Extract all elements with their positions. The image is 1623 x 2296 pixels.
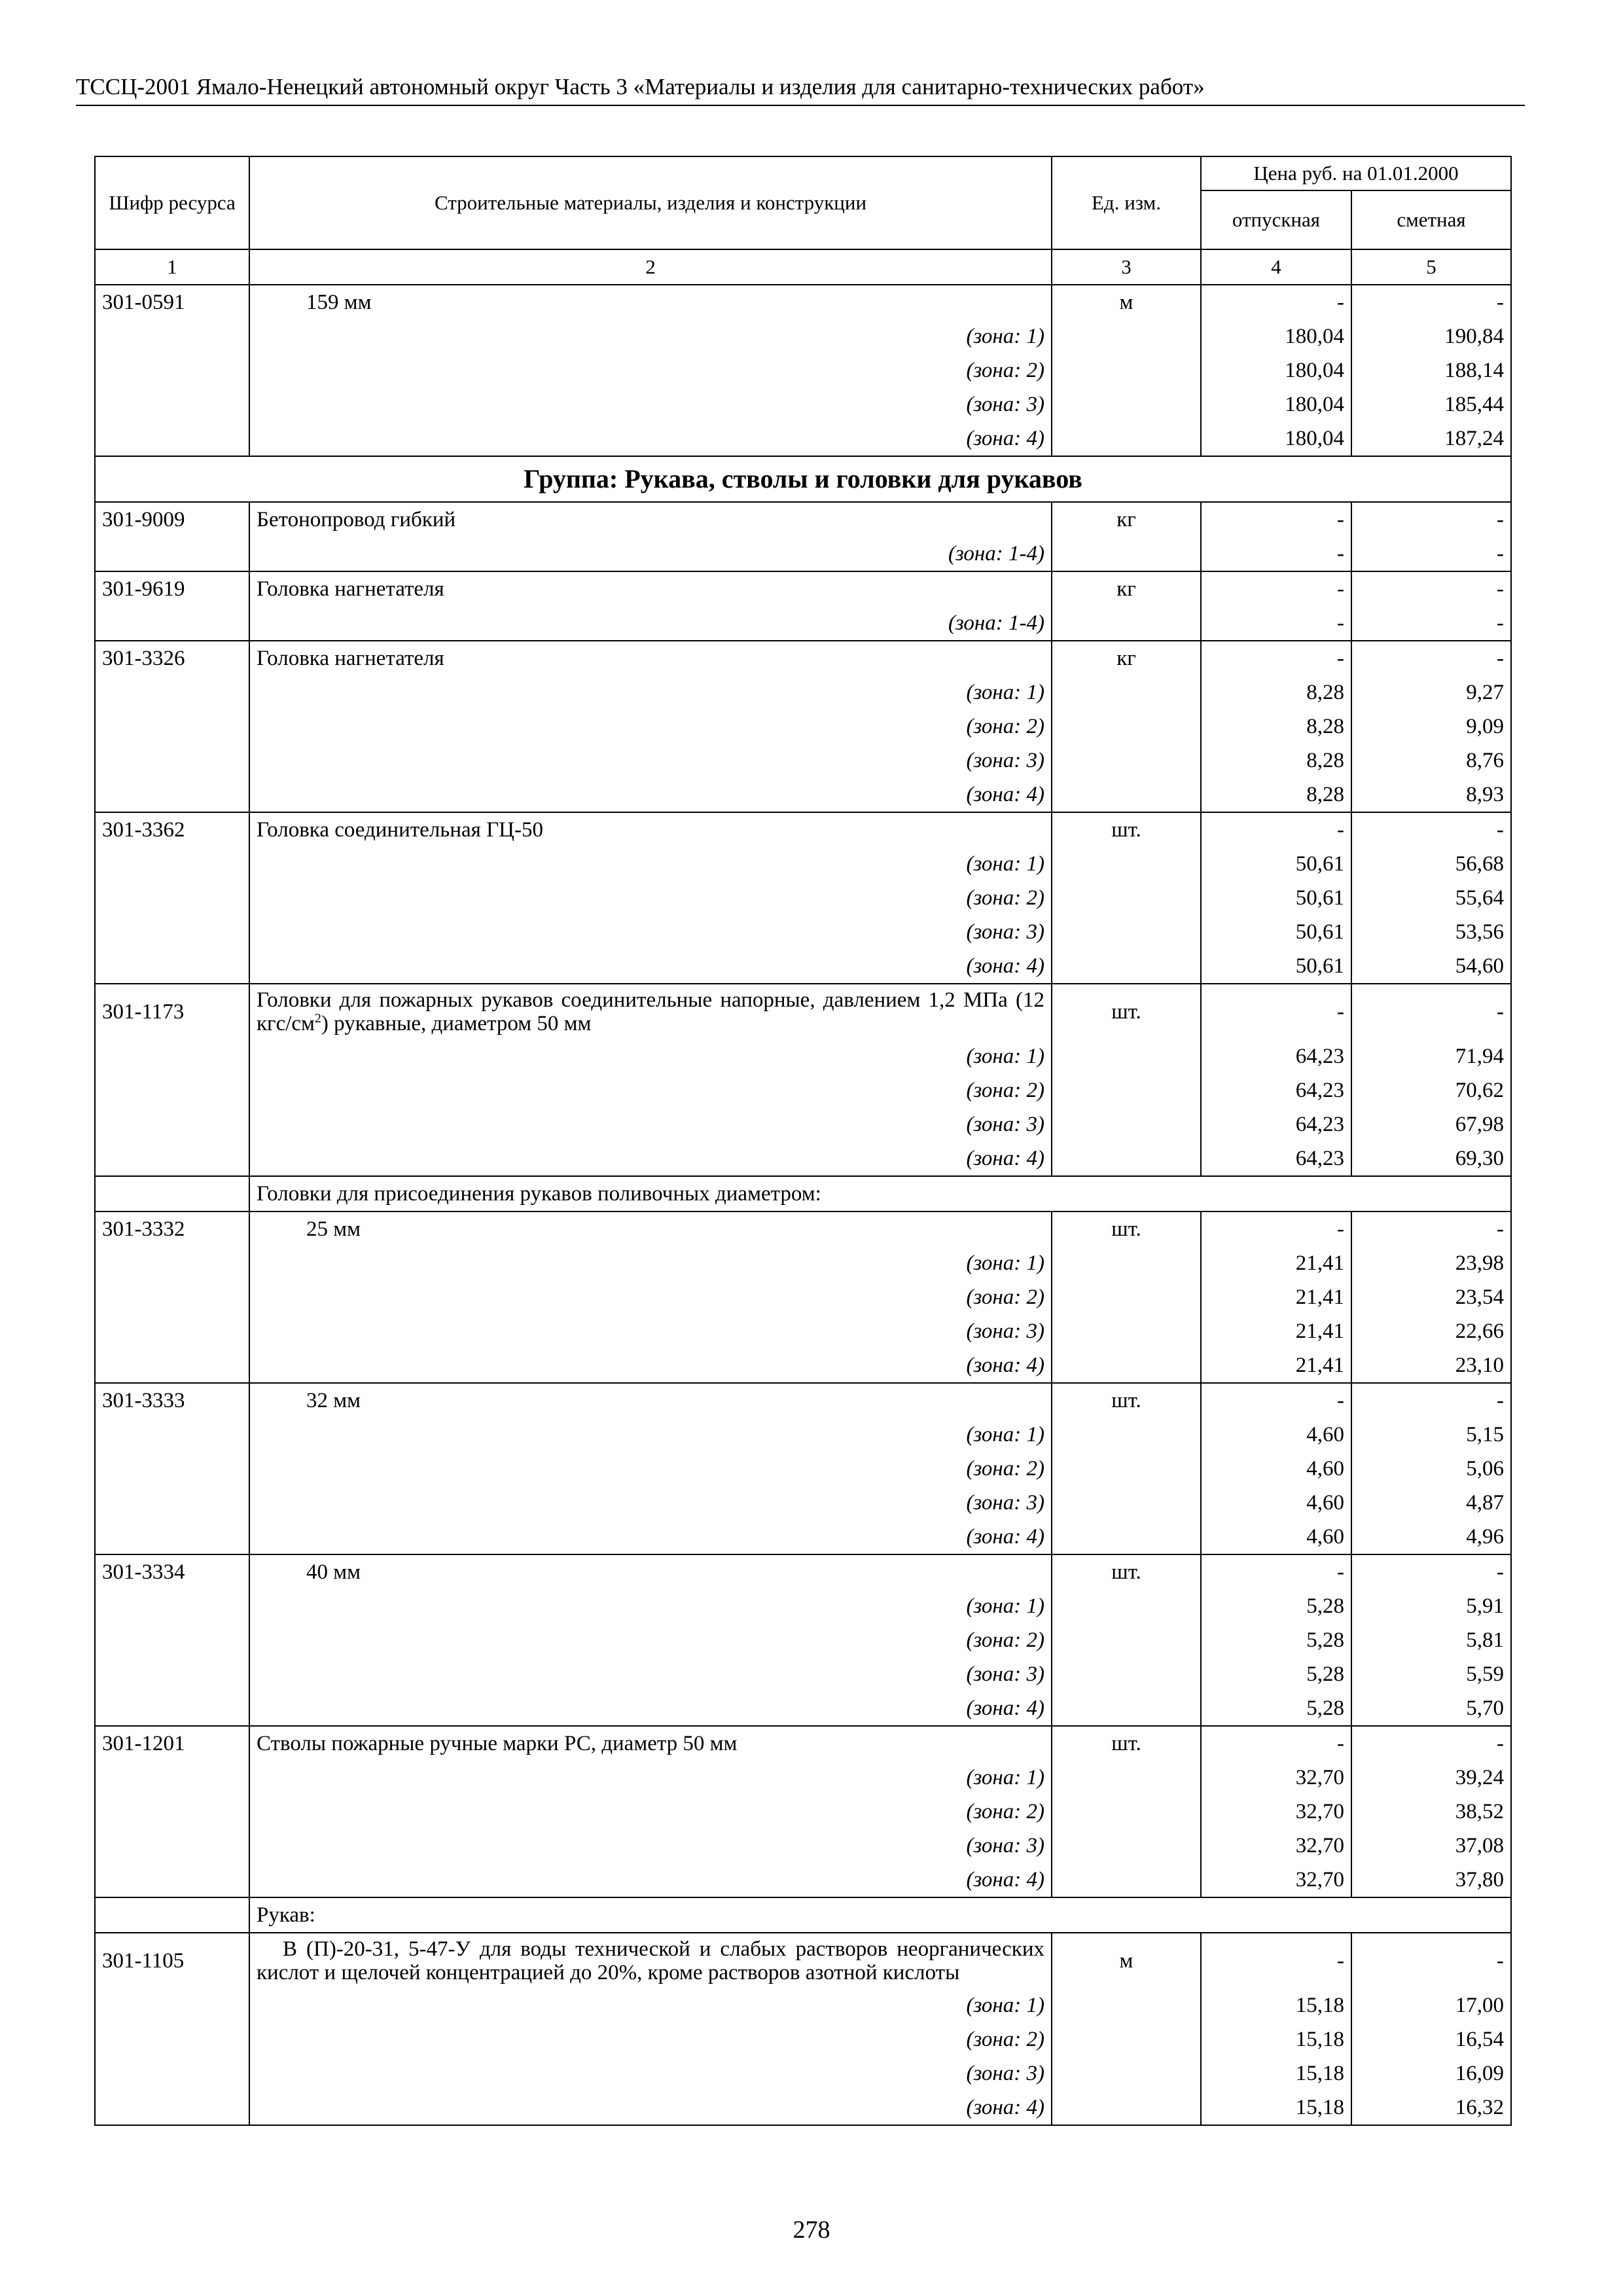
resource-name: 25 мм <box>249 1211 1052 1246</box>
zone-label: (зона: 4) <box>249 1691 1052 1726</box>
zone-label: (зона: 2) <box>249 1452 1052 1486</box>
release-price: 15,18 <box>1201 2056 1351 2090</box>
zone-label: (зона: 1-4) <box>249 606 1052 641</box>
zone-label: (зона: 1) <box>249 1246 1052 1280</box>
release-price: - <box>1201 285 1351 319</box>
zone-row <box>95 1418 1511 1452</box>
release-price: 50,61 <box>1201 881 1351 915</box>
estimate-price: 54,60 <box>1351 949 1511 984</box>
release-price: 5,28 <box>1201 1657 1351 1691</box>
resource-code: 301-9619 <box>95 571 249 606</box>
zone-label: (зона: 1-4) <box>249 537 1052 571</box>
item-301-3326 <box>95 641 1511 812</box>
zone-label: (зона: 1) <box>249 675 1052 709</box>
zone-label: (зона: 3) <box>249 1486 1052 1520</box>
zone-row <box>95 1246 1511 1280</box>
zone-row <box>95 1795 1511 1829</box>
release-price: 50,61 <box>1201 847 1351 881</box>
zone-label: (зона: 1) <box>249 1589 1052 1623</box>
col-number: 3 <box>1052 249 1201 285</box>
col-number: 4 <box>1201 249 1351 285</box>
item-301-9619 <box>95 571 1511 641</box>
release-price: 50,61 <box>1201 915 1351 949</box>
table-row <box>95 1554 1511 1589</box>
estimate-price: - <box>1351 641 1511 675</box>
release-price: 180,04 <box>1201 387 1351 422</box>
unit: кг <box>1052 571 1201 606</box>
zone-row <box>95 1452 1511 1486</box>
zone-label: (зона: 2) <box>249 1795 1052 1829</box>
zone-row <box>95 1141 1511 1176</box>
resource-name: Головка соединительная ГЦ-50 <box>249 812 1052 847</box>
resource-name: Бетонопровод гибкий <box>249 502 1052 537</box>
release-price: 15,18 <box>1201 2022 1351 2056</box>
estimate-price: 16,09 <box>1351 2056 1511 2090</box>
item-301-1105 <box>95 1933 1511 2125</box>
zone-row <box>95 1623 1511 1657</box>
zone-row <box>95 537 1511 571</box>
group-section <box>95 456 1511 502</box>
item-301-0591 <box>95 285 1511 456</box>
subheader-label: Рукав: <box>249 1897 1511 1933</box>
release-price: 32,70 <box>1201 1829 1351 1863</box>
resource-name: Головка нагнетателя <box>249 641 1052 675</box>
zone-row <box>95 847 1511 881</box>
estimate-price: - <box>1351 1726 1511 1761</box>
resource-name: 40 мм <box>249 1554 1052 1589</box>
table-row <box>95 1726 1511 1761</box>
zone-row <box>95 778 1511 812</box>
zone-row <box>95 744 1511 778</box>
zone-label: (зона: 1) <box>249 1761 1052 1795</box>
release-price: 5,28 <box>1201 1691 1351 1726</box>
release-price: 5,28 <box>1201 1623 1351 1657</box>
estimate-price: 53,56 <box>1351 915 1511 949</box>
zone-label: (зона: 3) <box>249 2056 1052 2090</box>
item-301-3332 <box>95 1211 1511 1383</box>
release-price: - <box>1201 1211 1351 1246</box>
estimate-price: 4,87 <box>1351 1486 1511 1520</box>
zone-label: (зона: 4) <box>249 1141 1052 1176</box>
col-number: 1 <box>95 249 249 285</box>
zone-row <box>95 422 1511 456</box>
item-301-9009 <box>95 502 1511 571</box>
release-price: - <box>1201 1933 1351 1988</box>
document-header: ТССЦ-2001 Ямало-Ненецкий автономный округ Часть 3 «Материалы и изделия для санитарно-технических работ» <box>76 73 1525 106</box>
price-table <box>94 156 1512 2126</box>
zone-label: (зона: 2) <box>249 881 1052 915</box>
release-price: - <box>1201 1383 1351 1418</box>
estimate-price: - <box>1351 571 1511 606</box>
zone-row <box>95 387 1511 422</box>
col-price-header: Цена руб. на 01.01.2000 <box>1201 156 1511 190</box>
release-price: 4,60 <box>1201 1452 1351 1486</box>
unit: шт. <box>1052 1554 1201 1589</box>
resource-code: 301-3333 <box>95 1383 249 1418</box>
release-price: 8,28 <box>1201 778 1351 812</box>
release-price: 8,28 <box>1201 709 1351 744</box>
zone-row <box>95 606 1511 641</box>
estimate-price: - <box>1351 812 1511 847</box>
col-name-header: Строительные материалы, изделия и конструкции <box>249 156 1052 249</box>
release-price: 4,60 <box>1201 1486 1351 1520</box>
zone-label: (зона: 4) <box>249 1520 1052 1554</box>
estimate-price: 5,91 <box>1351 1589 1511 1623</box>
release-price: 64,23 <box>1201 1073 1351 1107</box>
estimate-price: 70,62 <box>1351 1073 1511 1107</box>
zone-row <box>95 915 1511 949</box>
group-title: Группа: Рукава, стволы и головки для рукавов <box>95 456 1511 502</box>
release-price: - <box>1201 1726 1351 1761</box>
unit: шт. <box>1052 1211 1201 1246</box>
zone-row <box>95 2090 1511 2125</box>
table-row <box>95 1933 1511 1988</box>
estimate-price: 5,59 <box>1351 1657 1511 1691</box>
subheader-row <box>95 1176 1511 1211</box>
release-price: 21,41 <box>1201 1348 1351 1383</box>
table-row <box>95 285 1511 319</box>
page-number: 278 <box>793 2216 830 2244</box>
zone-row <box>95 2056 1511 2090</box>
resource-code: 301-1105 <box>95 1933 249 1988</box>
resource-code: 301-1173 <box>95 984 249 1039</box>
release-price: 21,41 <box>1201 1314 1351 1348</box>
zone-label: (зона: 1) <box>249 1988 1052 2022</box>
estimate-price: 22,66 <box>1351 1314 1511 1348</box>
release-price: - <box>1201 1554 1351 1589</box>
estimate-price: - <box>1351 1933 1511 1988</box>
estimate-price: 38,52 <box>1351 1795 1511 1829</box>
zone-label: (зона: 3) <box>249 1107 1052 1141</box>
release-price: - <box>1201 641 1351 675</box>
col-number: 2 <box>249 249 1052 285</box>
estimate-price: 39,24 <box>1351 1761 1511 1795</box>
resource-name: Стволы пожарные ручные марки РС, диаметр 50 мм <box>249 1726 1052 1761</box>
zone-label: (зона: 4) <box>249 1348 1052 1383</box>
estimate-price: - <box>1351 1383 1511 1418</box>
release-price: 5,28 <box>1201 1589 1351 1623</box>
estimate-price: 37,08 <box>1351 1829 1511 1863</box>
table-row <box>95 812 1511 847</box>
estimate-price: 9,09 <box>1351 709 1511 744</box>
estimate-price: - <box>1351 537 1511 571</box>
estimate-price: 16,32 <box>1351 2090 1511 2125</box>
zone-label: (зона: 4) <box>249 778 1052 812</box>
item-301-3334 <box>95 1554 1511 1726</box>
table-row <box>95 1211 1511 1246</box>
estimate-price: 188,14 <box>1351 353 1511 387</box>
resource-name: 159 мм <box>249 285 1052 319</box>
estimate-price: - <box>1351 285 1511 319</box>
release-price: 180,04 <box>1201 422 1351 456</box>
estimate-price: 5,15 <box>1351 1418 1511 1452</box>
zone-label: (зона: 1) <box>249 847 1052 881</box>
zone-row <box>95 1039 1511 1073</box>
zone-label: (зона: 3) <box>249 1829 1052 1863</box>
zone-label: (зона: 1) <box>249 319 1052 353</box>
release-price: 32,70 <box>1201 1863 1351 1897</box>
resource-code: 301-0591 <box>95 285 249 319</box>
unit: м <box>1052 285 1201 319</box>
estimate-price: 56,68 <box>1351 847 1511 881</box>
release-price: 4,60 <box>1201 1418 1351 1452</box>
resource-code: 301-3362 <box>95 812 249 847</box>
zone-label: (зона: 2) <box>249 353 1052 387</box>
release-price: 8,28 <box>1201 744 1351 778</box>
zone-row <box>95 1657 1511 1691</box>
release-price: - <box>1201 537 1351 571</box>
zone-label: (зона: 2) <box>249 1280 1052 1314</box>
zone-label: (зона: 1) <box>249 1039 1052 1073</box>
zone-row <box>95 881 1511 915</box>
item-301-1173 <box>95 984 1511 1176</box>
estimate-price: - <box>1351 606 1511 641</box>
unit: кг <box>1052 641 1201 675</box>
zone-label: (зона: 2) <box>249 1623 1052 1657</box>
estimate-price: 8,93 <box>1351 778 1511 812</box>
estimate-price: 187,24 <box>1351 422 1511 456</box>
zone-row <box>95 949 1511 984</box>
subheader-label: Головки для присоединения рукавов поливочных диаметром: <box>249 1176 1511 1211</box>
release-price: 8,28 <box>1201 675 1351 709</box>
zone-row <box>95 1314 1511 1348</box>
zone-label: (зона: 4) <box>249 422 1052 456</box>
subheader-section <box>95 1176 1511 1211</box>
release-price: 180,04 <box>1201 319 1351 353</box>
zone-row <box>95 1520 1511 1554</box>
release-price: 64,23 <box>1201 1039 1351 1073</box>
estimate-price: 69,30 <box>1351 1141 1511 1176</box>
zone-row <box>95 1988 1511 2022</box>
table-row <box>95 1383 1511 1418</box>
resource-code: 301-9009 <box>95 502 249 537</box>
zone-row <box>95 1486 1511 1520</box>
unit: шт. <box>1052 1726 1201 1761</box>
resource-name: Головки для пожарных рукавов соединительные напорные, давлением 1,2 МПа (12 кгс/$см^2$) рукавные, диаметром 50 мм <box>249 984 1052 1039</box>
subheader-row <box>95 1897 1511 1933</box>
estimate-price: - <box>1351 984 1511 1039</box>
estimate-price: 190,84 <box>1351 319 1511 353</box>
resource-code: 301-1201 <box>95 1726 249 1761</box>
estimate-price: 16,54 <box>1351 2022 1511 2056</box>
col-release-header: отпускная <box>1201 190 1351 249</box>
estimate-price: 5,70 <box>1351 1691 1511 1726</box>
estimate-price: 5,81 <box>1351 1623 1511 1657</box>
zone-row <box>95 1589 1511 1623</box>
zone-label: (зона: 4) <box>249 2090 1052 2125</box>
group-row <box>95 456 1511 502</box>
estimate-price: 9,27 <box>1351 675 1511 709</box>
item-301-1201 <box>95 1726 1511 1897</box>
zone-row <box>95 1761 1511 1795</box>
item-301-3333 <box>95 1383 1511 1554</box>
zone-label: (зона: 3) <box>249 1657 1052 1691</box>
zone-row <box>95 319 1511 353</box>
estimate-price: 4,96 <box>1351 1520 1511 1554</box>
table-row <box>95 984 1511 1039</box>
zone-label: (зона: 2) <box>249 2022 1052 2056</box>
zone-row <box>95 1107 1511 1141</box>
zone-row <box>95 1829 1511 1863</box>
estimate-price: 37,80 <box>1351 1863 1511 1897</box>
release-price: 15,18 <box>1201 2090 1351 2125</box>
zone-row <box>95 709 1511 744</box>
col-number: 5 <box>1351 249 1511 285</box>
estimate-price: 23,98 <box>1351 1246 1511 1280</box>
zone-row <box>95 1280 1511 1314</box>
release-price: - <box>1201 606 1351 641</box>
unit: шт. <box>1052 984 1201 1039</box>
zone-row <box>95 1863 1511 1897</box>
release-price: 21,41 <box>1201 1280 1351 1314</box>
zone-label: (зона: 3) <box>249 1314 1052 1348</box>
zone-label: (зона: 3) <box>249 744 1052 778</box>
resource-name: В (П)-20-31, 5-47-У для воды технической и слабых растворов неорганических кислот и щелочей концентрацией до 20%, кроме растворов азотной кислоты <box>249 1933 1052 1988</box>
col-estimate-header: сметная <box>1351 190 1511 249</box>
estimate-price: 8,76 <box>1351 744 1511 778</box>
estimate-price: 5,06 <box>1351 1452 1511 1486</box>
resource-name: 32 мм <box>249 1383 1052 1418</box>
col-code-header: Шифр ресурса <box>95 156 249 249</box>
zone-label: (зона: 4) <box>249 949 1052 984</box>
release-price: 180,04 <box>1201 353 1351 387</box>
unit: кг <box>1052 502 1201 537</box>
zone-label: (зона: 1) <box>249 1418 1052 1452</box>
estimate-price: 23,10 <box>1351 1348 1511 1383</box>
zone-label: (зона: 4) <box>249 1863 1052 1897</box>
zone-row <box>95 1073 1511 1107</box>
estimate-price: - <box>1351 1554 1511 1589</box>
resource-name: Головка нагнетателя <box>249 571 1052 606</box>
table-row <box>95 502 1511 537</box>
estimate-price: 185,44 <box>1351 387 1511 422</box>
estimate-price: 17,00 <box>1351 1988 1511 2022</box>
estimate-price: 23,54 <box>1351 1280 1511 1314</box>
release-price: 15,18 <box>1201 1988 1351 2022</box>
release-price: 50,61 <box>1201 949 1351 984</box>
estimate-price: - <box>1351 1211 1511 1246</box>
release-price: - <box>1201 984 1351 1039</box>
estimate-price: - <box>1351 502 1511 537</box>
zone-label: (зона: 2) <box>249 1073 1052 1107</box>
release-price: 32,70 <box>1201 1795 1351 1829</box>
unit: шт. <box>1052 1383 1201 1418</box>
release-price: 64,23 <box>1201 1107 1351 1141</box>
estimate-price: 55,64 <box>1351 881 1511 915</box>
zone-label: (зона: 3) <box>249 387 1052 422</box>
zone-row <box>95 1348 1511 1383</box>
unit: м <box>1052 1933 1201 1988</box>
table-row <box>95 571 1511 606</box>
item-301-3362 <box>95 812 1511 984</box>
resource-code: 301-3334 <box>95 1554 249 1589</box>
release-price: 4,60 <box>1201 1520 1351 1554</box>
col-unit-header: Ед. изм. <box>1052 156 1201 249</box>
release-price: - <box>1201 502 1351 537</box>
unit: шт. <box>1052 812 1201 847</box>
zone-label: (зона: 2) <box>249 709 1052 744</box>
zone-row <box>95 675 1511 709</box>
zone-row <box>95 1691 1511 1726</box>
release-price: - <box>1201 571 1351 606</box>
release-price: 32,70 <box>1201 1761 1351 1795</box>
subheader-section <box>95 1897 1511 1933</box>
table-row <box>95 641 1511 675</box>
resource-code: 301-3326 <box>95 641 249 675</box>
release-price: 21,41 <box>1201 1246 1351 1280</box>
release-price: 64,23 <box>1201 1141 1351 1176</box>
estimate-price: 67,98 <box>1351 1107 1511 1141</box>
zone-row <box>95 2022 1511 2056</box>
zone-row <box>95 353 1511 387</box>
zone-label: (зона: 3) <box>249 915 1052 949</box>
release-price: - <box>1201 812 1351 847</box>
estimate-price: 71,94 <box>1351 1039 1511 1073</box>
resource-code: 301-3332 <box>95 1211 249 1246</box>
